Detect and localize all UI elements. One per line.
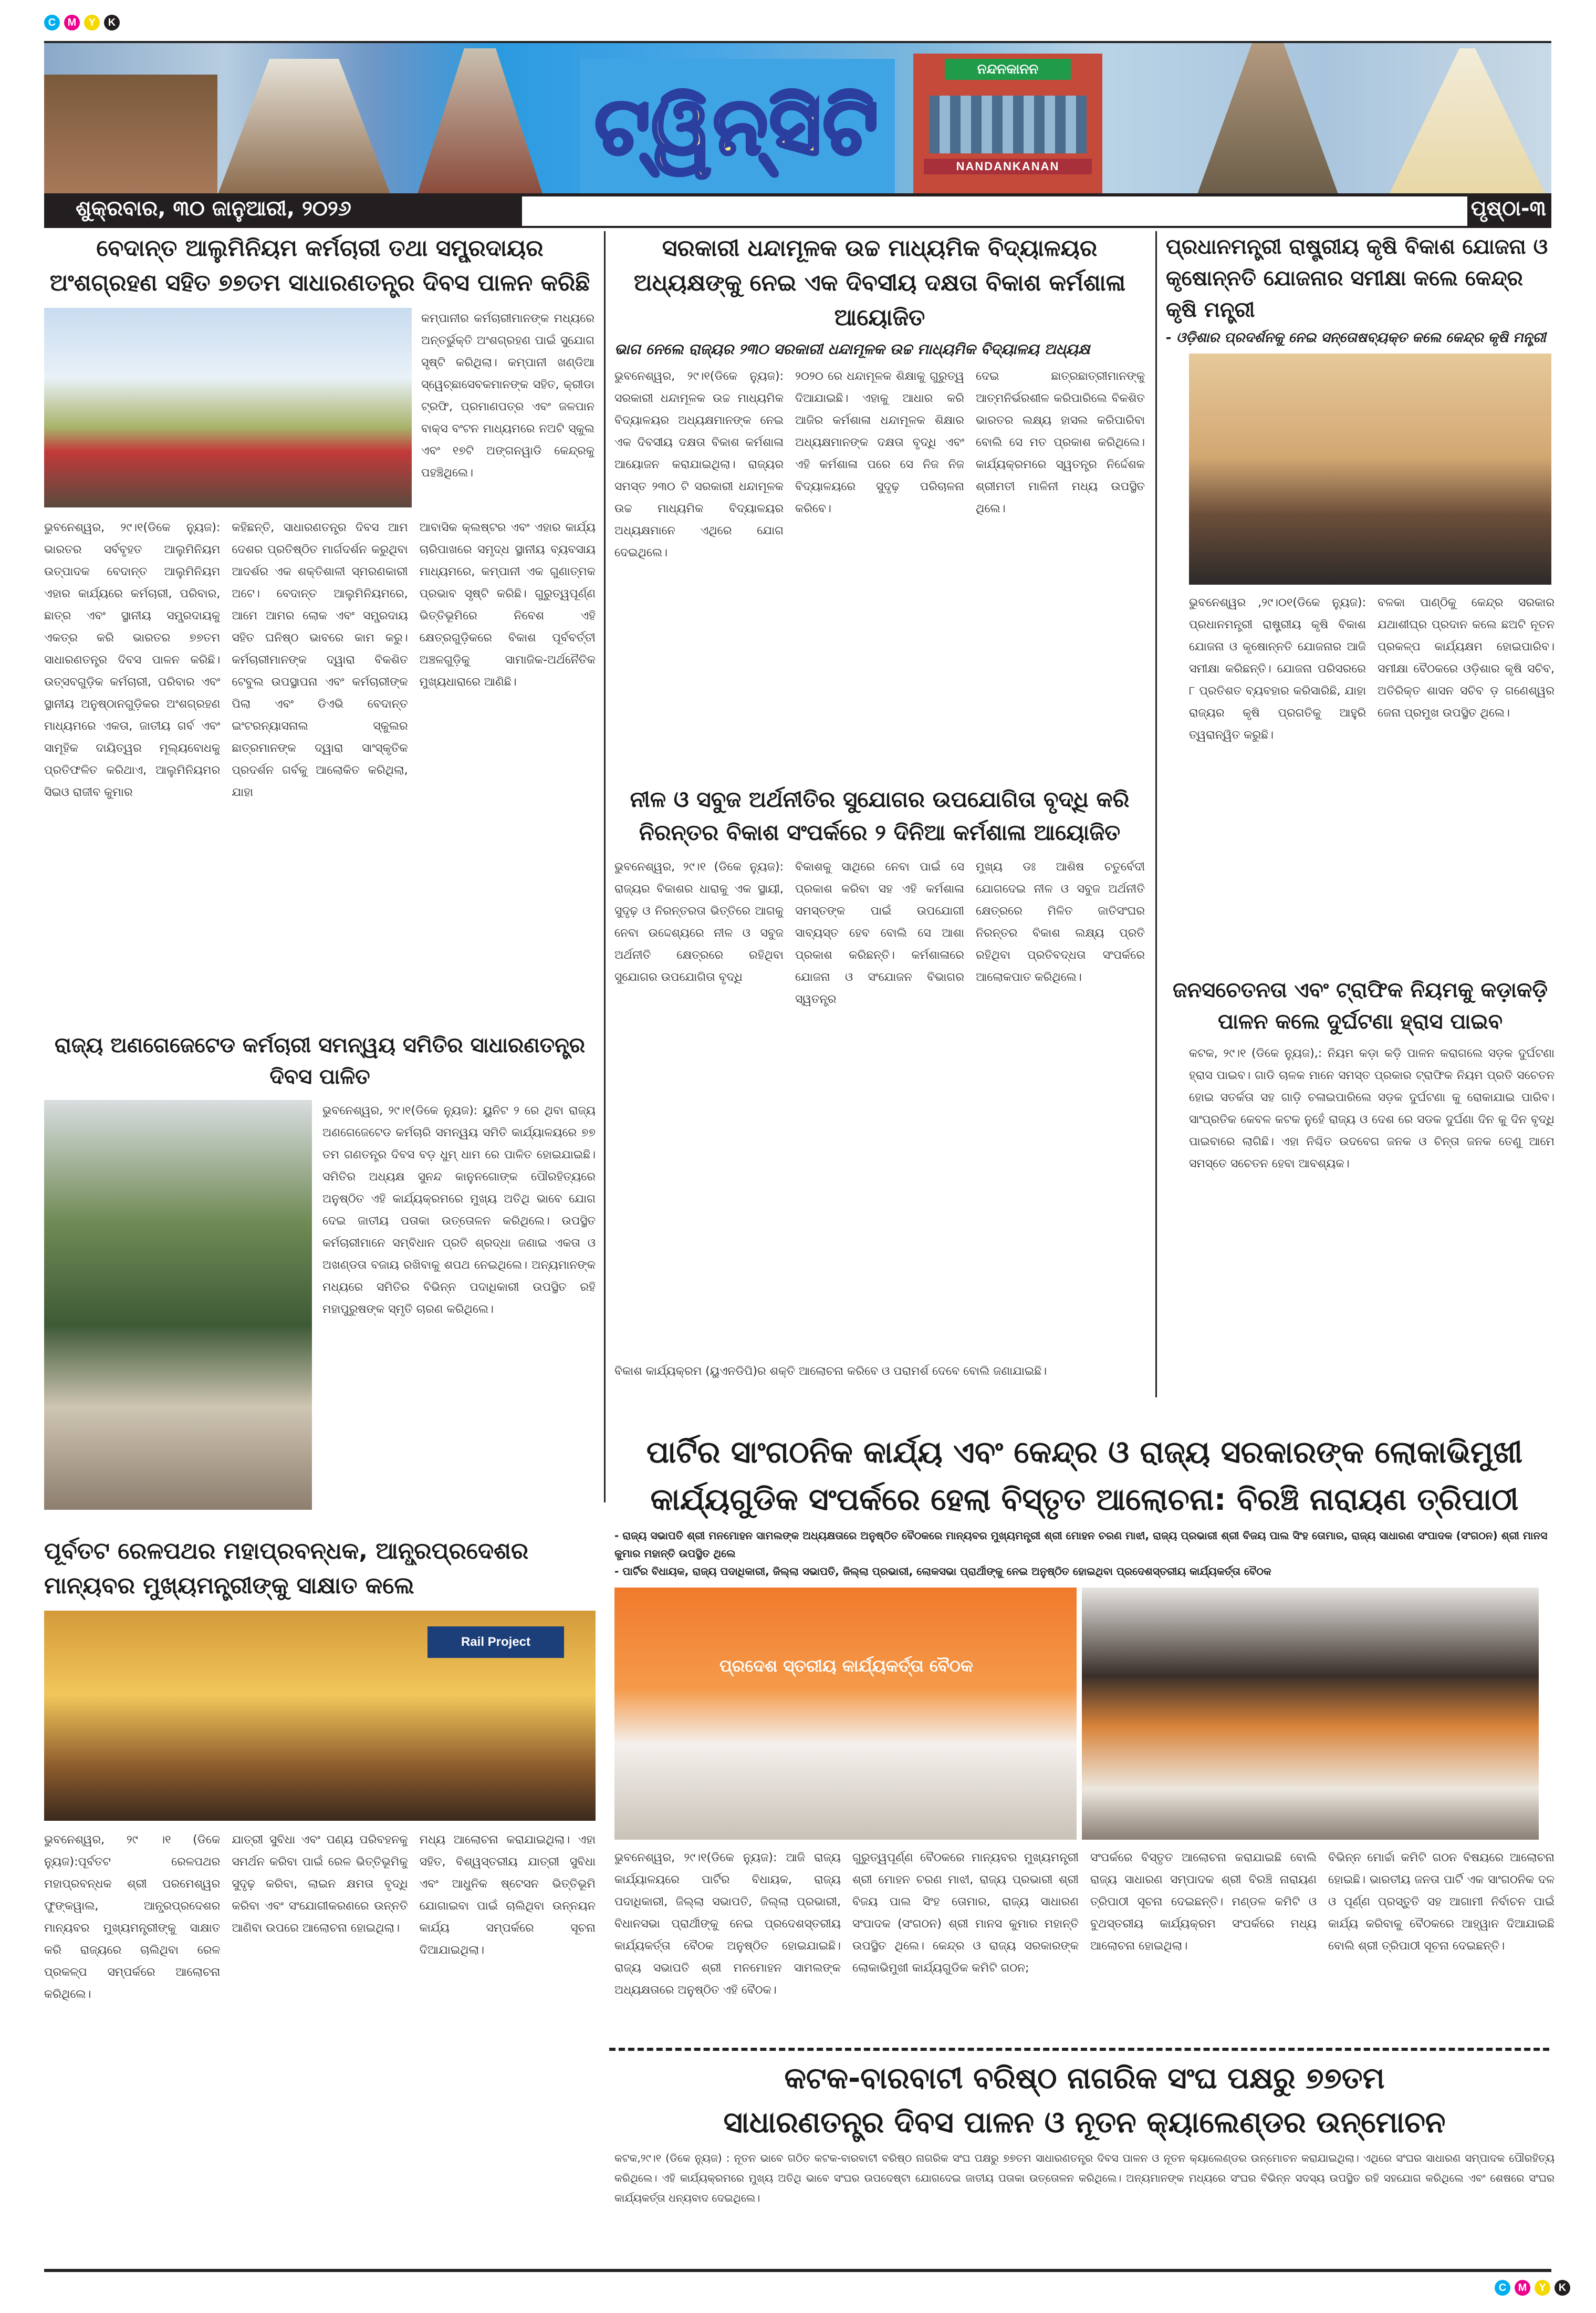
date-bar — [44, 193, 1551, 228]
date-bar-blank — [522, 196, 1467, 226]
cyan-mark: C — [44, 15, 60, 30]
party-meeting-stage-photo — [614, 1588, 1077, 1840]
temple-image-2 — [401, 48, 559, 195]
article-column: ଭୁବନେଶ୍ୱର, ୨୯।୧(ଡିକେ ନ୍ୟୁଜ): ସରକାରୀ ଧନ୍ଦାମୂଳକ ଉଚ୍ଚ ମାଧ୍ୟମିକ ବିଦ୍ୟାଳୟର ଅଧ୍ୟକ୍ଷମାନଙ୍କ ନେଇ ଏକ ଦିବସୀୟ ଦକ୍ଷତା ବିକାଶ କର୍ମଶାଳା ଆୟୋଜନ କରାଯାଇଥିଲା। ରାଜ୍ୟର ସମସ୍ତ ୨୩୦ ଟି ସରକାରୀ ଧନ୍ଦାମୂଳକ ଉଚ୍ଚ ମାଧ୍ୟମିକ ବିଦ୍ୟାଳୟର ଅଧ୍ୟକ୍ଷମାନେ ଏଥିରେ ଯୋଗ ଦେଇଥିଲେ। — [614, 370, 784, 559]
article-column: ବଳକା ପାଣ୍ଠିକୁ କେନ୍ଦ୍ର ସରକାର ଯଥାଶୀଘ୍ର ପ୍ରଦାନ କଲେ ଛଅଟି ନୂତନ ପ୍ରକଳ୍ପ କାର୍ଯ୍ୟକ୍ଷମ ହୋଇପାରିବ। ସମୀକ୍ଷା ବୈଠକରେ ଓଡ଼ିଶାର କୃଷି ସଚିବ, ଅତିରିକ୍ତ ଶାସନ ସଚିବ ଡ଼ ଗଣେଶ୍ୱର ଜେନା ପ୍ରମୁଖ ଉପସ୍ଥିତ ଥିଲେ। — [1378, 596, 1555, 720]
article-senior-citizens — [614, 2057, 1555, 2253]
shanti-stupa-image — [1389, 48, 1546, 195]
stage-banner-text: ପ୍ରଦେଶ ସ୍ତରୀୟ କାର୍ଯ୍ୟକର୍ତ୍ତା ବୈଠକ — [719, 1655, 973, 1676]
article-column: ମୁଖ୍ୟ ଡଃ ଆଶିଷ ଚତୁର୍ବେଦୀ ଯୋଗଦେଇ ନୀଳ ଓ ସବୁଜ ଅର୍ଥନୀତି କ୍ଷେତ୍ରରେ ମିଳିତ ଜାତିସଂଘର ନିରନ୍ତର ବିକାଶ ଲକ୍ଷ୍ୟ ପ୍ରତି ରହିଥିବା ପ୍ରତିବଦ୍ଧତା ସଂପର୍କରେ ଆଲୋକପାତ କରିଥିଲେ। — [976, 860, 1145, 984]
article-krishi — [1166, 231, 1555, 955]
article-text: କଟକ,୨୯।୧ (ଡିକେ ନ୍ୟୁଜ) : ନୂତନ ଭାବେ ଗଠିତ କଟକ-ବାରବାଟୀ ବରିଷ୍ଠ ନାଗରିକ ସଂଘ ପକ୍ଷରୁ ୭୭ତମ ସାଧାରଣତନ୍ତ୍ର ଦିବସ ପାଳନ ଓ ନୂତନ କ୍ୟାଲେଣ୍ଡର ଉନ୍ମୋଚନ କରାଯାଇଥିଲା। ଏଥିରେ ସଂଘର ସାଧାରଣ ସମ୍ପାଦକ ପୌରହିତ୍ୟ କରିଥିଲେ। ଏହି କାର୍ଯ୍ୟକ୍ରମରେ ମୁଖ୍ୟ ଅତିଥି ଭାବେ ସଂଘର ଉପଦେଷ୍ଟା ଯୋଗଦେଇ ଜାତୀୟ ପତାକା ଉତ୍ତୋଳନ କରିଥିଲେ। ଅନ୍ୟମାନଙ୍କ ମଧ୍ୟରେ ସଂଘର ବିଭିନ୍ନ ସଦସ୍ୟ ଉପସ୍ଥିତ ରହି ସହଯୋଗ କରିଥିଲେ ଏବଂ ଶେଷରେ ସଂଘର କାର୍ଯ୍ୟକର୍ତ୍ତା ଧନ୍ୟବାଦ ଦେଇଥିଲେ। — [614, 2152, 1555, 2204]
article-column: ବିଭିନ୍ନ ମୋର୍ଚ୍ଚା କମିଟି ଗଠନ ବିଷୟରେ ଆଲୋଚନା ହୋଇଛି। ଭାରତୀୟ ଜନତା ପାର୍ଟି ଏକ ସାଂଗଠନିକ ଦଳ ଓ ପୂର୍ଣ୍ଣ ପ୍ରସ୍ତୁତି ସହ ଆଗାମୀ ନିର୍ବାଚନ ପାଇଁ କାର୍ଯ୍ୟ କରିବାକୁ ବୈଠକରେ ଆହ୍ୱାନ ଦିଆଯାଇଛି ବୋଲି ଶ୍ରୀ ତ୍ରିପାଠୀ ସୂଚନା ଦେଇଛନ୍ତି। — [1328, 1851, 1555, 1953]
article-party — [614, 1429, 1555, 2041]
republic-day-gathering-photo — [44, 308, 412, 507]
article-column: ବିକାଶକୁ ସାଥିରେ ନେବା ପାଇଁ ସେ ପ୍ରକାଶ କରିବା ସହ ଏହି କର୍ମଶାଳା ସମସ୍ତଙ୍କ ପାଇଁ ଉପଯୋଗୀ ସାବ୍ୟସ୍ତ ହେବ ବୋଲି ସେ ଆଶା ପ୍ରକାଶ କରିଛନ୍ତି। କର୍ମଶାଳାରେ ଯୋଜନା ଓ ସଂଯୋଜନ ବିଭାଗର ସ୍ୱତନ୍ତ୍ର — [795, 860, 964, 1006]
bottom-rule — [44, 2269, 1551, 2272]
article-vocational — [614, 231, 1145, 812]
yellow-mark: Y — [84, 15, 100, 30]
article-column: ଭୁବନେଶ୍ୱର, ୨୯।୧ (ଡିକେ ନ୍ୟୁଜ): ରାଜ୍ୟର ବିକାଶର ଧାରାକୁ ଏକ ସ୍ଥାୟୀ, ସୁଦୃଢ଼ ଓ ନିରନ୍ତରତା ଭିତ୍ତିରେ ଆଗକୁ ନେବା ଉଦ୍ଦେଶ୍ୟରେ ନୀଳ ଓ ସବୁଜ ଅର୍ଥନୀତି କ୍ଷେତ୍ରରେ ରହିଥିବା ସୁଯୋଗର ଉପଯୋଗିତା ବୃଦ୍ଧି — [614, 860, 784, 984]
black-mark: K — [1555, 2280, 1570, 2296]
article-rajya-employees — [44, 1030, 596, 1541]
article-column: ଗୁରୁତ୍ୱପୂର୍ଣ୍ଣ ବୈଠକରେ ମାନ୍ୟବର ମୁଖ୍ୟମନ୍ତ୍ରୀ ଶ୍ରୀ ମୋହନ ଚରଣ ମାଝୀ, ରାଜ୍ୟ ପ୍ରଭାରୀ ଶ୍ରୀ ବିଜୟ ପାଲ ସିଂହ ତୋମାର, ରାଜ୍ୟ ସାଧାରଣ ସଂପାଦକ (ସଂଗଠନ) ଶ୍ରୀ ମାନସ କୁମାର ମହାନ୍ତି ଉପସ୍ଥିତ ଥିଲେ। କେନ୍ଦ୍ର ଓ ରାଜ୍ୟ ସରକାରଙ୍କ ଲୋକାଭିମୁଖୀ କାର୍ଯ୍ୟଗୁଡିକ କମିଟି ଗଠନ; — [852, 1851, 1079, 1975]
column-divider — [604, 231, 606, 1502]
article-closing: ବିକାଶ କାର୍ଯ୍ୟକ୍ରମ (ୟୁଏନଡିପି)ର ଶକ୍ତି ଆଲୋଚନା କରିବେ ଓ ପରାମର୍ଶ ଦେବେ ବୋଲି ଜଣାଯାଇଛି। — [614, 1365, 1047, 1378]
article-column: ୨୦୨୦ ରେ ଧନ୍ଦାମୂଳକ ଶିକ୍ଷାକୁ ଗୁରୁତ୍ୱ ଦିଆଯାଇଛି। ଏହାକୁ ଆଧାର କରି ଆଜିର କର୍ମଶାଳା ଧନ୍ଦାମୂଳକ ଶିକ୍ଷାର ଅଧ୍ୟକ୍ଷମାନଙ୍କ ଦକ୍ଷତା ବୃଦ୍ଧି ଏବଂ ଏହି କର୍ମଶାଳା ପରେ ସେ ନିଜ ନିଜ ବିଦ୍ୟାଳୟରେ ସୁଦୃଢ଼ ପରିଚାଳନା କରିବେ। — [795, 370, 964, 515]
subheadline: ଭାଗ ନେଲେ ରାଜ୍ୟର ୨୩୦ ସରକାରୀ ଧନ୍ଦାମୂଳକ ଉଚ୍ଚ ମାଧ୍ୟମିକ ବିଦ୍ୟାଳୟ ଅଧ୍ୟକ୍ଷ — [614, 340, 1090, 358]
article-column: କହିଛନ୍ତି, ସାଧାରଣତନ୍ତ୍ର ଦିବସ ଆମ ଦେଶର ପ୍ରତିଷ୍ଠିତ ମାର୍ଗଦର୍ଶନ କରୁଥିବା ଆଦର୍ଶର ଏକ ଶକ୍ତିଶାଳୀ ସ୍ମରଣକାରୀ ଅଟେ। ବେଦାନ୍ତ ଆଲୁମିନିୟମରେ, ଆମେ ଆମର ଲୋକ ଏବଂ ସମ୍ପ୍ରଦାୟ ସହିତ ଘନିଷ୍ଠ ଭାବରେ କାମ କରୁ। କର୍ମଚାରୀମାନଙ୍କ ଦ୍ୱାରା ବିକଶିତ ଟେବୁଲ ଉପସ୍ଥାପନା ଏବଂ କର୍ମଚାରୀଙ୍କ ପିଲା ଏବଂ ଡିଏଭି ବେଦାନ୍ତ ଇଂଟରନ୍ୟାସନାଲ ସ୍କୁଲର ଛାତ୍ରମାନଙ୍କ ଦ୍ୱାରା ସାଂସ୍କୃତିକ ପ୍ରଦର୍ଶନ ଗର୍ବକୁ ଆଲୋକିତ କରିଥିଲା, ଯାହା — [232, 521, 408, 799]
article-vedanta — [44, 231, 596, 1047]
gate-glass — [929, 96, 1087, 153]
flag-hoisting-photo — [44, 1100, 312, 1510]
magenta-mark: M — [64, 15, 80, 30]
issue-date: ଶୁକ୍ରବାର, ୩୦ ଜାନୁଆରୀ, ୨୦୨୬ — [76, 196, 351, 221]
article-column: ମଧ୍ୟ ଆଲୋଚନା କରାଯାଇଥିଲା। ଏହା ସହିତ, ବିଶ୍ୱସ୍ତରୀୟ ଯାତ୍ରୀ ସୁବିଧା ଏବଂ ଆଧୁନିକ ଷ୍ଟେସନ ଭିତ୍ତିଭୂମି ଯୋଗାଇବା ପାଇଁ ଚାଲିଥିବା ଉନ୍ନୟନ କାର୍ଯ୍ୟ ସମ୍ପର୍କରେ ସୂଚନା ଦିଆଯାଇଥିଲା। — [419, 1833, 596, 1957]
lingaraj-temple-image — [1189, 43, 1347, 195]
article-column: ଭୁବନେଶ୍ୱର ,୨୯।୦୧(ଡିକେ ନ୍ୟୁଜ): ପ୍ରଧାନମନ୍ତ୍ରୀ ରାଷ୍ଟ୍ରୀୟ କୃଷି ବିକାଶ ଯୋଜନା ଓ କୃଷୋନ୍ନତି ଯୋଜନାର ଆଜି ସମୀକ୍ଷା କରିଛନ୍ତି। ଯୋଜନା ପରିସରରେ ୮ ପ୍ରତିଶତ ବ୍ୟବହାର କରିସାରିଛି, ଯାହା ରାଜ୍ୟର କୃଷି ପ୍ରଗତିକୁ ଆହୁରି ତ୍ୱରାନ୍ୱିତ କରୁଛି। — [1189, 596, 1366, 742]
subheadline: - ଓଡ଼ିଶାର ପ୍ରଦର୍ଶନକୁ ନେଇ ସନ୍ତୋଷବ୍ୟକ୍ତ କଲେ କେନ୍ଦ୍ର କୃଷି ମନ୍ତ୍ରୀ — [1166, 330, 1546, 346]
side-text: କମ୍ପାନୀର କର୍ମଚାରୀମାନଙ୍କ ମଧ୍ୟରେ ଅନ୍ତର୍ଭୁକ୍ତି ଅଂଶଗ୍ରହଣ ପାଇଁ ସୁଯୋଗ ସୃଷ୍ଟି କରିଥିଲା। କମ୍ପାନୀ ଖଣ୍ଡିଆ ସ୍ୱେଚ୍ଛାସେବକମାନଙ୍କ ସହିତ, କ୍ରୀଡା ଟ୍ରଫି, ପ୍ରମାଣପତ୍ର ଏବଂ ଜଳପାନ ବାକ୍ସ ବଂଟନ ମାଧ୍ୟମରେ ନଅଟି ସ୍କୁଲ ଏବଂ ୧୭ଟି ଅଙ୍ଗନୱାଡି କେନ୍ଦ୍ରକୁ ପହଞ୍ଚିଥିଲେ। — [421, 312, 594, 480]
article-column: ଦେଇ ଛାତ୍ରଛାତ୍ରୀମାନଙ୍କୁ ଆତ୍ମନିର୍ଭରଶୀଳ କରିପାରିଲେ ବିକଶିତ ଭାରତର ଲକ୍ଷ୍ୟ ହାସଲ କରିପାରିବା ବୋଲି ସେ ମତ ପ୍ରକାଶ କରିଥିଲେ। କାର୍ଯ୍ୟକ୍ରମରେ ସ୍ୱତନ୍ତ୍ର ନିର୍ଦ୍ଦେଶକ ଶ୍ରୀମତୀ ମାଳିନୀ ମଧ୍ୟ ଉପସ୍ଥିତ ଥିଲେ। — [976, 370, 1145, 515]
article-column: ଭୁବନେଶ୍ୱର, ୨୯।୧(ଡିକେ ନ୍ୟୁଜ): ଭାରତର ସର୍ବବୃହତ ଆଲୁମିନିୟମ ଉତ୍ପାଦକ ବେଦାନ୍ତ ଆଲୁମିନିୟମ ଏହାର କାର୍ଯ୍ୟରେ କର୍ମଚାରୀ, ପରିବାର, ଛାତ୍ର ଏବଂ ସ୍ଥାନୀୟ ସମ୍ପ୍ରଦାୟକୁ ଏକତ୍ର କରି ଭାରତର ୭୭ତମ ସାଧାରଣତନ୍ତ୍ର ଦିବସ ପାଳନ କରିଛି। ଉତ୍ସବଗୁଡ଼ିକ କର୍ମଚାରୀ, ପରିବାର ଏବଂ ସ୍ଥାନୀୟ ଅନୁଷ୍ଠାନଗୁଡ଼ିକର ଅଂଶଗ୍ରହଣ ମାଧ୍ୟମରେ ଏକତା, ଜାତୀୟ ଗର୍ବ ଏବଂ ସାମୂହିକ ଦାୟିତ୍ୱର ମୂଲ୍ୟବୋଧକୁ ପ୍ରତିଫଳିତ କରିଥାଏ, ଆଲୁମିନିୟମର ସିଇଓ ରାଜୀବ କୁମାର — [44, 521, 221, 799]
article-text: ଭୁବନେଶ୍ୱର, ୨୯।୧(ଡିକେ ନ୍ୟୁଜ): ୟୁନିଟ ୨ ରେ ଥିବା ରାଜ୍ୟ ଅଣଗେଜେଟେଡ କର୍ମଚାରି ସମନ୍ୱୟ ସମିତି କାର୍ଯ୍ୟାଳୟରେ ୭୭ ତମ ଗଣତନ୍ତ୍ର ଦିବସ ବଡ଼ ଧୁମ୍ ଧାମ ରେ ପାଳିତ ହୋଇଯାଇଛି। ସମିତିର ଅଧ୍ୟକ୍ଷ ସୁନନ୍ଦ କାନୁନଗୋଙ୍କ ପୌରହିତ୍ୟରେ ଅନୁଷ୍ଠିତ ଏହି କାର୍ଯ୍ୟକ୍ରମରେ ମୁଖ୍ୟ ଅତିଥି ଭାବେ ଯୋଗ ଦେଇ ଜାତୀୟ ପତାକା ଉତ୍ତୋଳନ କରିଥିଲେ। ଉପସ୍ଥିତ କର୍ମଚାରୀମାନେ ସମ୍ବିଧାନ ପ୍ରତି ଶ୍ରଦ୍ଧା ଜଣାଇ ଏକତା ଓ ଅଖଣ୍ଡତା ବଜାୟ ରଖିବାକୁ ଶପଥ ନେଇଥିଲେ। ଅନ୍ୟମାନଙ୍କ ମଧ୍ୟରେ ସମିତିର ବିଭିନ୍ନ ପଦାଧିକାରୀ ଉପସ୍ଥିତ ରହି ମହାପୁରୁଷଙ୍କ ସ୍ମୃତି ଚାରଣ କରିଥିଲେ। — [322, 1104, 596, 1316]
headline: ପ୍ରଧାନମନ୍ତ୍ରୀ ରାଷ୍ଟ୍ରୀୟ କୃଷି ବିକାଶ ଯୋଜନା ଓ କୃଷୋନ୍ନତି ଯୋଜନାର ସମୀକ୍ଷା କଲେ କେନ୍ଦ୍ର କୃଷି ମନ୍ତ୍ରୀ — [1166, 235, 1548, 322]
headline: ନୀଳ ଓ ସବୁଜ ଅର୍ଥନୀତିର ସୁଯୋଗର ଉପଯୋଗିତା ବୃଦ୍ଧି କରି ନିରନ୍ତର ବିକାଶ ସଂପର୍କରେ ୨ ଦିନିଆ କର୍ମଶାଳା ଆୟୋଜିତ — [630, 786, 1130, 845]
headline: ସରକାରୀ ଧନ୍ଦାମୂଳକ ଉଚ୍ଚ ମାଧ୍ୟମିକ ବିଦ୍ୟାଳୟର ଅଧ୍ୟକ୍ଷଙ୍କୁ ନେଇ ଏକ ଦିବସୀୟ ଦକ୍ଷତା ବିକାଶ କର୍ମଶାଳା ଆୟୋଜିତ — [633, 235, 1126, 331]
yellow-mark: Y — [1535, 2280, 1550, 2296]
article-text: କଟକ, ୨୯।୧ (ଡିକେ ନ୍ୟୁଜ),: ନିୟମ କଡ଼ା କଡ଼ି ପାଳନ କରାଗଲେ ସଡ଼କ ଦୁର୍ଘଟଣା ହ୍ରାସ ପାଇବ। ଗାଡି ଚାଳକ ମାନେ ସମସ୍ତ ପ୍ରକାର ଟ୍ରାଫିକ ନିୟମ ପ୍ରତି ସଚେତନ ହୋଇ ସତର୍କତା ସହ ଗାଡ଼ି ଚଳାଇପାରିଲେ ସଡ଼କ ଦୁର୍ଘଟଣା କୁ ରୋକାଯାଇ ପାରିବ। ସାଂପ୍ରତିକ କେବଳ କଟକ ନୁହେଁ ରାଜ୍ୟ ଓ ଦେଶ ରେ ସଡକ ଦୁର୍ଘଣା ଦିନ କୁ ଦିନ ବୃଦ୍ଧି ପାଇବାରେ ଲାଗିଛି। ଏହା ନିଶ୍ଚିତ ଉଦବେଗ ଜନକ ଓ ଚିନ୍ତା ଜନକ ତେଣୁ ଆମେ ସମସ୍ତେ ସଚେତନ ହେବା ଆବଶ୍ୟକ। — [1189, 1047, 1555, 1170]
article-railway — [44, 1534, 596, 2291]
dashed-separator — [609, 2048, 1549, 2051]
article-traffic — [1166, 974, 1555, 1389]
bullet-point: - ରାଜ୍ୟ ସଭାପତି ଶ୍ରୀ ମନମୋହନ ସାମଲଙ୍କ ଅଧ୍ୟକ୍ଷତାରେ ଅନୁଷ୍ଠିତ ବୈଠକରେ ମାନ୍ୟବର ମୁଖ୍ୟମନ୍ତ୍ରୀ ଶ୍ରୀ ମୋହନ ଚରଣ ମାଝୀ, ରାଜ୍ୟ ପ୍ରଭାରୀ ଶ୍ରୀ ବିଜୟ ପାଲ ସିଂହ ତୋମାର, ରାଜ୍ୟ ସାଧାରଣ ସଂପାଦକ (ସଂଗଠନ) ଶ୍ରୀ ମାନସ କୁମାର ମହାନ୍ତି ଉପସ୍ଥିତ ଥିଲେ — [614, 1529, 1548, 1560]
masthead-title: ଟ୍ୱିନ୍‌ସିଟି — [594, 80, 880, 172]
magenta-mark: M — [1515, 2280, 1530, 2296]
headline: ରାଜ୍ୟ ଅଣଗେଜେଟେଡ କର୍ମଚାରୀ ସମନ୍ୱୟ ସମିତିର ସାଧାରଣତନ୍ତ୍ର ଦିବସ ପାଳିତ — [54, 1033, 586, 1089]
article-column: ଯାତ୍ରୀ ସୁବିଧା ଏବଂ ପଣ୍ୟ ପରିବହନକୁ ସମର୍ଥନ କରିବା ପାଇଁ ରେଳ ଭିତ୍ତିଭୂମିକୁ ସୁଦୃଢ଼ କରିବା, ଲାଇନ କ୍ଷମତା ବୃଦ୍ଧି କରିବା ଏବଂ ସଂଯୋଗୀକରଣରେ ଉନ୍ନତି ଆଣିବା ଉପରେ ଆଲୋଚନା ହୋଇଥିଲା। — [232, 1833, 408, 1935]
page-number: ପୃଷ୍ଠା-୩ — [1470, 196, 1546, 221]
article-blue-green — [614, 783, 1145, 1405]
bullet-point: - ପାର୍ଟିର ବିଧାୟକ, ରାଜ୍ୟ ପଦାଧିକାରୀ, ଜିଲ୍ଲା ସଭାପତି, ଜିଲ୍ଲା ପ୍ରଭାରୀ, ଲୋକସଭା ପ୍ରାର୍ଥୀଙ୍କୁ ନେଇ ଅନୁଷ୍ଠିତ ହୋଇଥିବା ପ୍ରଦେଶସ୍ତରୀୟ କାର୍ଯ୍ୟକର୍ତ୍ତା ବୈଠକ — [614, 1564, 1271, 1578]
nandankanan-odia-sign: ନନ୍ଦନକାନନ — [945, 59, 1071, 80]
headline: ବେଦାନ୍ତ ଆଲୁମିନିୟମ କର୍ମଚାରୀ ତଥା ସମ୍ପ୍ରଦାୟର ଅଂଶଗ୍ରହଣ ସହିତ ୭୭ତମ ସାଧାରଣତନ୍ତ୍ର ଦିବସ ପାଳନ କରିଛି — [49, 235, 590, 296]
nandankanan-english-sign: NANDANKANAN — [924, 159, 1092, 174]
registration-marks-top — [44, 15, 120, 30]
article-column: ଭୁବନେଶ୍ୱର, ୨୯ ।୧ (ଡିକେ ନ୍ୟୁଜ):ପୂର୍ବତଟ ରେଳପଥର ମହାପ୍ରବନ୍ଧକ ଶ୍ରୀ ପରମେଶ୍ୱର ଫୁଙ୍କୱାଲ, ଆନ୍ଧ୍ରପ୍ରଦେଶର ମାନ୍ୟବର ମୁଖ୍ୟମନ୍ତ୍ରୀଙ୍କୁ ସାକ୍ଷାତ କରି ରାଜ୍ୟରେ ଚାଲିଥିବା ରେଳ ପ୍ରକଳ୍ପ ସମ୍ପର୍କରେ ଆଲୋଚନା କରିଥିଲେ। — [44, 1833, 221, 2001]
headline: ପୂର୍ବତଟ ରେଳପଥର ମହାପ୍ରବନ୍ଧକ, ଆନ୍ଧ୍ରପ୍ରଦେଶର ମାନ୍ୟବର ମୁଖ୍ୟମନ୍ତ୍ରୀଙ୍କୁ ସାକ୍ଷାତ କଲେ — [44, 1538, 529, 1599]
logo-box — [580, 59, 895, 195]
column-divider — [1155, 231, 1157, 1397]
review-meeting-photo — [1189, 354, 1551, 585]
black-mark: K — [104, 15, 120, 30]
nandankanan-gate-image — [913, 54, 1102, 195]
rail-project-banner: Rail Project — [427, 1626, 564, 1658]
cyan-mark: C — [1495, 2280, 1510, 2296]
article-column: ଆବାସିକ କ୍ଲଷ୍ଟର ଏବଂ ଏହାର କାର୍ଯ୍ୟ ଚାରିପାଖରେ ସମୃଦ୍ଧ ସ୍ଥାନୀୟ ବ୍ୟବସାୟ ମାଧ୍ୟମରେ, କମ୍ପାନୀ ଏକ ଗୁଣାତ୍ମକ ପ୍ରଭାବ ସୃଷ୍ଟି କରିଛି। ଗୁରୁତ୍ୱପୂର୍ଣ୍ଣ ଭିତ୍ତିଭୂମିରେ ନିବେଶ ଏହି କ୍ଷେତ୍ରଗୁଡ଼ିକରେ ବିକାଶ ପୂର୍ବବର୍ତ୍ତୀ ଅଞ୍ଚଳଗୁଡ଼ିକୁ ସାମାଜିକ-ଅର୍ଥନୈତିକ ମୁଖ୍ୟଧାରାରେ ଆଣିଛି। — [419, 521, 596, 689]
party-workers-group-photo — [1082, 1588, 1539, 1840]
registration-marks-bottom — [1495, 2280, 1570, 2296]
masthead-banner — [44, 41, 1551, 195]
article-column: ଭୁବନେଶ୍ୱର, ୨୯।୧(ଡିକେ ନ୍ୟୁଜ): ଆଜି ରାଜ୍ୟ କାର୍ଯ୍ୟାଳୟରେ ପାର୍ଟିର ବିଧାୟକ, ରାଜ୍ୟ ପଦାଧିକାରୀ, ଜିଲ୍ଲା ସଭାପତି, ଜିଲ୍ଲା ପ୍ରଭାରୀ, ବିଧାନସଭା ପ୍ରାର୍ଥୀଙ୍କୁ ନେଇ ପ୍ରଦେଶସ୍ତରୀୟ କାର୍ଯ୍ୟକର୍ତ୍ତା ବୈଠକ ଅନୁଷ୍ଠିତ ହୋଇଯାଇଛି। ରାଜ୍ୟ ସଭାପତି ଶ୍ରୀ ମନମୋହନ ସାମଲଙ୍କ ଅଧ୍ୟକ୍ଷତାରେ ଅନୁଷ୍ଠିତ ଏହି ବୈଠକ। — [614, 1851, 841, 1997]
article-column: ସଂପର୍କରେ ବିସ୍ତୃତ ଆଲୋଚନା କରାଯାଇଛି ବୋଲି ରାଜ୍ୟ ସାଧାରଣ ସମ୍ପାଦକ ଶ୍ରୀ ବିରଞ୍ଚି ନାରାୟଣ ତ୍ରିପାଠୀ ସୂଚନା ଦେଇଛନ୍ତି। ମଣ୍ଡଳ କମିଟି ଓ ବୁଥସ୍ତରୀୟ କାର୍ଯ୍ୟକ୍ରମ ସଂପର୍କରେ ମଧ୍ୟ ଆଲୋଚନା ହୋଇଥିଲା। — [1090, 1851, 1317, 1953]
headline: କଟକ-ବାରବାଟୀ ବରିଷ୍ଠ ନାଗରିକ ସଂଘ ପକ୍ଷରୁ ୭୭ତମ ସାଧାରଣତନ୍ତ୍ର ଦିବସ ପାଳନ ଓ ନୂତନ କ୍ୟାଲେଣ୍ଡର ଉନ୍ମୋଚନ — [723, 2061, 1446, 2140]
headline: ପାର୍ଟିର ସାଂଗଠନିକ କାର୍ଯ୍ୟ ଏବଂ କେନ୍ଦ୍ର ଓ ରାଜ୍ୟ ସରକାରଙ୍କ ଲୋକାଭିମୁଖୀ କାର୍ଯ୍ୟଗୁଡିକ ସଂପର୍କରେ ହେଲା ବିସ୍ତୃତ ଆଲୋଚନା: ବିରଞ୍ଚି ନାରାୟଣ ତ୍ରିପାଠୀ — [646, 1434, 1523, 1517]
fort-gate-image — [44, 75, 217, 195]
headline: ଜନସଚେତନତା ଏବଂ ଟ୍ରାଫିକ ନିୟମକୁ କଡ଼ାକଡ଼ି ପାଳନ କଲେ ଦୁର୍ଘଟଣା ହ୍ରାସ ପାଇବ — [1172, 978, 1548, 1034]
railway-meeting-photo — [44, 1611, 596, 1821]
temple-image-1 — [217, 59, 391, 195]
